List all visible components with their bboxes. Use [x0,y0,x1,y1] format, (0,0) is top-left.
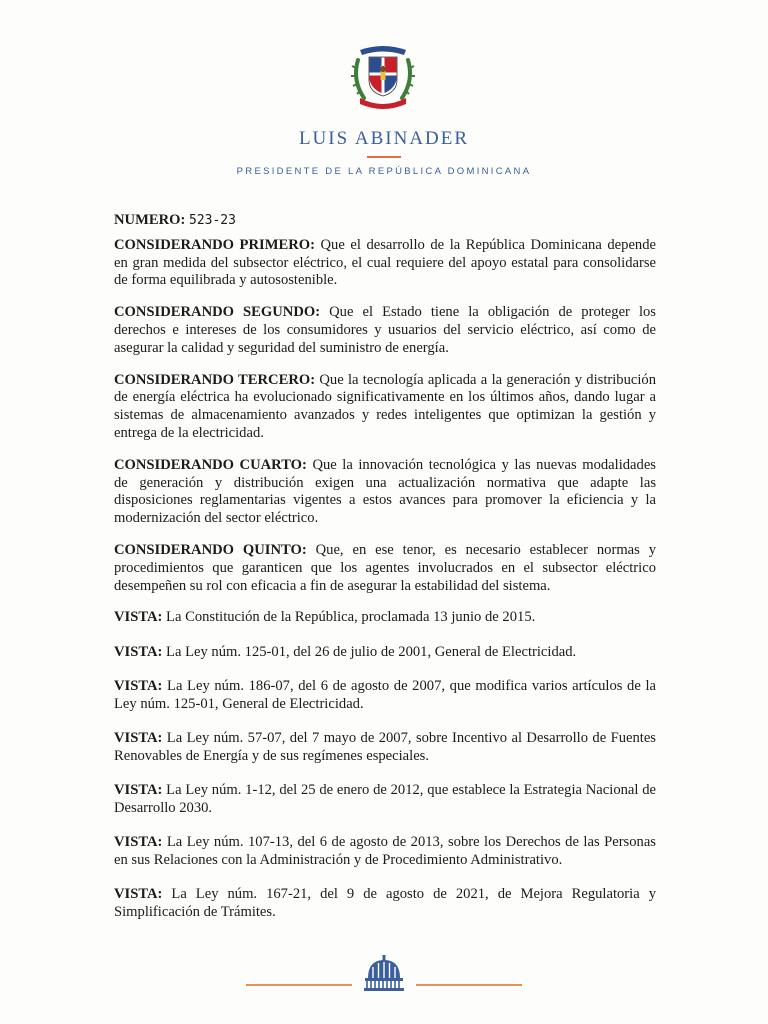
vista-text: La Ley núm. 107-13, del 6 de agosto de 2013, sobre los Derechos de las Personas en sus Relaciones con la Administración y de Procedimiento Administrativo. [114,834,656,869]
decree-number-label: NUMERO: [114,212,186,228]
vista-text: La Ley núm. 186-07, del 6 de agosto de 2007, que modifica varios artículos de la Ley núm. 125-01, General de Electricidad. [114,677,656,712]
considerando-heading: CONSIDERANDO QUINTO: [114,541,307,558]
vista-text: La Ley núm. 167-21, del 9 de agosto de 2021, de Mejora Regulatoria y Simplificación de Trámites. [114,886,656,921]
considerando-text: Que, en ese tenor, es necesario establecer normas y procedimientos que garanticen que los agentes involucrados en el subsector eléctrico desempeñen su rol con eficacia a fin de asegurar la estabilidad del sistema. [114,541,657,594]
decree-number-value: 523-23 [189,213,236,228]
national-palace-dome-icon [362,954,406,992]
vista-heading: VISTA: [114,643,163,660]
vista-paragraph [114,782,656,818]
vista-heading: VISTA: [114,782,163,799]
considerando-heading: CONSIDERANDO TERCERO: [114,371,316,388]
name-underline [367,156,401,158]
vista-text: La Ley núm. 1-12, del 25 de enero de 2012, que establece la Estrategia Nacional de Desarrollo 2030. [114,782,656,816]
considerando-text: Que el Estado tiene la obligación de proteger los derechos e intereses de los consumidores y usuarios del servicio eléctrico, así como de asegurar la calidad y seguridad del suministro de energía. [114,304,656,356]
vista-text: La Ley núm. 125-01, del 26 de julio de 2001, General de Electricidad. [166,643,577,660]
document-body [114,212,656,938]
considerando-paragraph [114,237,656,290]
vista-heading: VISTA: [114,834,163,851]
president-title: PRESIDENTE DE LA REPÚBLICA DOMINICANA [236,166,532,177]
considerando-paragraph [114,372,656,443]
vista-paragraph [114,644,656,662]
considerando-paragraph [114,457,656,528]
footer-divider-right [416,984,522,986]
dominican-coat-of-arms-icon [350,40,416,112]
vista-heading: VISTA: [114,609,163,626]
considerando-heading: CONSIDERANDO CUARTO: [114,456,307,473]
vista-heading: VISTA: [114,886,163,903]
footer-divider-left [246,984,352,986]
considerando-text: Que el desarrollo de la República Dominicana depende en gran medida del subsector eléctrico, el cual requiere del apoyo estatal para consolidarse de forma equilibrada y autosostenible. [114,236,656,289]
vista-paragraph [114,730,656,766]
considerando-text: Que la innovación tecnológica y las nuevas modalidades de generación y distribución exigen una actualización normativa que adapte las disposiciones reglamentarias vigentes a estos avances para promover la eficiencia y la modernización del sector eléctrico. [114,456,656,527]
president-name: LUIS ABINADER [298,128,470,149]
considerando-text: Que la tecnología aplicada a la generación y distribución de energía eléctrica ha evolucionado significativamente en los últimos años, dando lugar a sistemas de almacenamiento avanzados y redes inteligentes que optimizan la gestión y entrega de la electricidad. [114,371,657,441]
decree-number [114,212,656,230]
vista-paragraph [114,886,656,922]
considerando-heading: CONSIDERANDO PRIMERO: [114,236,315,253]
vista-paragraph [114,678,656,714]
vista-text: La Ley núm. 57-07, del 7 mayo de 2007, sobre Incentivo al Desarrollo de Fuentes Renovables de Energía y de sus regímenes especiales. [114,730,656,764]
considerando-heading: CONSIDERANDO SEGUNDO: [114,304,321,321]
considerando-paragraph [114,304,656,357]
vista-heading: VISTA: [114,730,163,747]
vista-paragraph [114,834,656,870]
considerando-paragraph [114,542,656,595]
vista-text: La Constitución de la República, proclamada 13 junio de 2015. [166,609,536,626]
vista-paragraph [114,609,656,627]
vista-heading: VISTA: [114,677,163,694]
